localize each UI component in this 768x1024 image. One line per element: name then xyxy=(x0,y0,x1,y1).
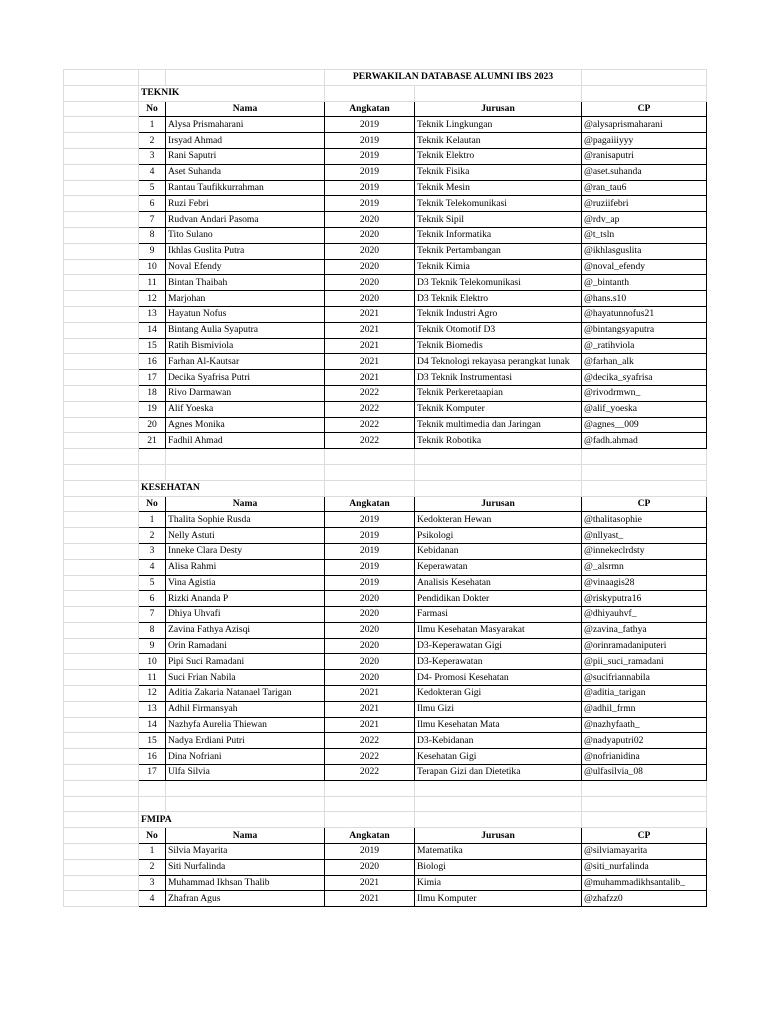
major-cell: Ilmu Kesehatan Masyarakat xyxy=(415,622,582,638)
contact-cell: @farhan_alk xyxy=(582,354,707,370)
batch-year-cell: 2022 xyxy=(325,433,415,449)
row-number-cell: 2 xyxy=(139,859,166,875)
major-cell: Pendidikan Dokter xyxy=(415,591,582,607)
name-cell: Pipi Suci Ramadani xyxy=(166,654,325,670)
name-cell: Irsyad Ahmad xyxy=(166,133,325,149)
table-row xyxy=(64,543,707,559)
table-row xyxy=(64,196,707,212)
row-number-cell: 4 xyxy=(139,559,166,575)
name-cell: Ratih Bismiviola xyxy=(166,338,325,354)
contact-cell: @alif_yoeska xyxy=(582,401,707,417)
major-cell: Teknik Elektro xyxy=(415,148,582,164)
batch-year-cell: 2021 xyxy=(325,701,415,717)
contact-cell: @zhafzz0 xyxy=(582,891,707,907)
table-row xyxy=(64,654,707,670)
column-header-major: Jurusan xyxy=(415,496,582,512)
major-cell: Teknik Robotika xyxy=(415,433,582,449)
batch-year-cell: 2020 xyxy=(325,591,415,607)
table-row xyxy=(64,243,707,259)
major-cell: Teknik multimedia dan Jaringan xyxy=(415,417,582,433)
contact-cell: @vinaagis28 xyxy=(582,575,707,591)
alumni-spreadsheet xyxy=(63,69,707,907)
batch-year-cell: 2019 xyxy=(325,133,415,149)
blank-row xyxy=(64,796,707,812)
name-cell: Rudvan Andari Pasoma xyxy=(166,212,325,228)
major-cell: Ilmu Kesehatan Mata xyxy=(415,717,582,733)
major-cell: D3-Keperawatan Gigi xyxy=(415,638,582,654)
row-number-cell: 5 xyxy=(139,575,166,591)
table-row xyxy=(64,512,707,528)
row-number-cell: 1 xyxy=(139,117,166,133)
major-cell: Teknik Otomotif D3 xyxy=(415,322,582,338)
column-header-name: Nama xyxy=(166,101,325,117)
major-cell: Biologi xyxy=(415,859,582,875)
contact-cell: @_bintanth xyxy=(582,275,707,291)
name-cell: Ikhlas Guslita Putra xyxy=(166,243,325,259)
name-cell: Noval Efendy xyxy=(166,259,325,275)
name-cell: Rantau Taufikkurrahman xyxy=(166,180,325,196)
major-cell: Kesehatan Gigi xyxy=(415,749,582,765)
batch-year-cell: 2022 xyxy=(325,733,415,749)
name-cell: Agnes Monika xyxy=(166,417,325,433)
row-number-cell: 15 xyxy=(139,338,166,354)
batch-year-cell: 2019 xyxy=(325,528,415,544)
batch-year-cell: 2020 xyxy=(325,622,415,638)
contact-cell: @dhiyauhvf_ xyxy=(582,607,707,623)
batch-year-cell: 2021 xyxy=(325,891,415,907)
table-row xyxy=(64,259,707,275)
column-header-contact: CP xyxy=(582,496,707,512)
table-row xyxy=(64,875,707,891)
row-number-cell: 9 xyxy=(139,638,166,654)
name-cell: Hayatun Nofus xyxy=(166,306,325,322)
name-cell: Muhammad Ikhsan Thalib xyxy=(166,875,325,891)
table-row xyxy=(64,686,707,702)
row-number-cell: 18 xyxy=(139,385,166,401)
major-cell: Teknik Kelautan xyxy=(415,133,582,149)
row-number-cell: 11 xyxy=(139,275,166,291)
contact-cell: @decika_syafrisa xyxy=(582,370,707,386)
batch-year-cell: 2020 xyxy=(325,670,415,686)
batch-year-cell: 2019 xyxy=(325,543,415,559)
row-number-cell: 2 xyxy=(139,528,166,544)
table-row xyxy=(64,322,707,338)
batch-year-cell: 2022 xyxy=(325,749,415,765)
table-row xyxy=(64,765,707,781)
name-cell: Inneke Clara Desty xyxy=(166,543,325,559)
row-number-cell: 13 xyxy=(139,306,166,322)
batch-year-cell: 2022 xyxy=(325,765,415,781)
table-row xyxy=(64,306,707,322)
major-cell: D4 Teknologi rekayasa perangkat lunak xyxy=(415,354,582,370)
row-number-cell: 1 xyxy=(139,512,166,528)
batch-year-cell: 2022 xyxy=(325,417,415,433)
name-cell: Dina Nofriani xyxy=(166,749,325,765)
contact-cell: @adhil_frmn xyxy=(582,701,707,717)
table-row xyxy=(64,275,707,291)
table-row xyxy=(64,338,707,354)
name-cell: Bintang Aulia Syaputra xyxy=(166,322,325,338)
contact-cell: @rivodrmwn_ xyxy=(582,385,707,401)
table-row xyxy=(64,670,707,686)
name-cell: Nelly Astuti xyxy=(166,528,325,544)
table-row xyxy=(64,638,707,654)
section-header-row xyxy=(64,812,707,828)
row-number-cell: 8 xyxy=(139,622,166,638)
name-cell: Siti Nurfalinda xyxy=(166,859,325,875)
name-cell: Alif Yoeska xyxy=(166,401,325,417)
section-header-row xyxy=(64,480,707,496)
column-header-major: Jurusan xyxy=(415,101,582,117)
major-cell: Teknik Lingkungan xyxy=(415,117,582,133)
name-cell: Aditia Zakaria Natanael Tarigan xyxy=(166,686,325,702)
table-row xyxy=(64,607,707,623)
section-title: TEKNIK xyxy=(139,85,325,101)
row-number-cell: 1 xyxy=(139,844,166,860)
batch-year-cell: 2020 xyxy=(325,607,415,623)
batch-year-cell: 2021 xyxy=(325,354,415,370)
section-header-row xyxy=(64,85,707,101)
name-cell: Decika Syafrisa Putri xyxy=(166,370,325,386)
row-number-cell: 17 xyxy=(139,370,166,386)
name-cell: Vina Agistia xyxy=(166,575,325,591)
name-cell: Rani Saputri xyxy=(166,148,325,164)
contact-cell: @muhammadikhsantalib_ xyxy=(582,875,707,891)
batch-year-cell: 2021 xyxy=(325,338,415,354)
section-title: KESEHATAN xyxy=(139,480,325,496)
name-cell: Nazhyfa Aurelia Thiewan xyxy=(166,717,325,733)
contact-cell: @_ratihviola xyxy=(582,338,707,354)
column-header-major: Jurusan xyxy=(415,828,582,844)
contact-cell: @nllyast_ xyxy=(582,528,707,544)
table-row xyxy=(64,717,707,733)
table-row xyxy=(64,133,707,149)
batch-year-cell: 2020 xyxy=(325,654,415,670)
name-cell: Tito Sulano xyxy=(166,227,325,243)
row-number-cell: 12 xyxy=(139,291,166,307)
contact-cell: @fadh.ahmad xyxy=(582,433,707,449)
contact-cell: @ranisaputri xyxy=(582,148,707,164)
row-number-cell: 19 xyxy=(139,401,166,417)
table-row xyxy=(64,227,707,243)
table-row xyxy=(64,749,707,765)
column-header-contact: CP xyxy=(582,101,707,117)
row-number-cell: 3 xyxy=(139,543,166,559)
table-row xyxy=(64,401,707,417)
title-row xyxy=(64,70,707,86)
batch-year-cell: 2019 xyxy=(325,512,415,528)
contact-cell: @pagaiiiyyy xyxy=(582,133,707,149)
row-number-cell: 7 xyxy=(139,607,166,623)
batch-year-cell: 2019 xyxy=(325,180,415,196)
batch-year-cell: 2020 xyxy=(325,638,415,654)
batch-year-cell: 2020 xyxy=(325,259,415,275)
column-header-row xyxy=(64,496,707,512)
batch-year-cell: 2019 xyxy=(325,196,415,212)
name-cell: Marjohan xyxy=(166,291,325,307)
row-number-cell: 13 xyxy=(139,701,166,717)
batch-year-cell: 2019 xyxy=(325,164,415,180)
name-cell: Zavina Fathya Azisqi xyxy=(166,622,325,638)
row-number-cell: 2 xyxy=(139,133,166,149)
row-number-cell: 14 xyxy=(139,717,166,733)
blank-row xyxy=(64,780,707,796)
major-cell: D3-Keperawatan xyxy=(415,654,582,670)
contact-cell: @ran_tau6 xyxy=(582,180,707,196)
batch-year-cell: 2020 xyxy=(325,291,415,307)
table-row xyxy=(64,733,707,749)
major-cell: Teknik Perkeretaapian xyxy=(415,385,582,401)
name-cell: Bintan Thaibah xyxy=(166,275,325,291)
name-cell: Dhiya Uhvafi xyxy=(166,607,325,623)
row-number-cell: 15 xyxy=(139,733,166,749)
row-number-cell: 20 xyxy=(139,417,166,433)
major-cell: Kimia xyxy=(415,875,582,891)
column-header-batch-year: Angkatan xyxy=(325,496,415,512)
major-cell: Teknik Komputer xyxy=(415,401,582,417)
table-row xyxy=(64,370,707,386)
name-cell: Zhafran Agus xyxy=(166,891,325,907)
batch-year-cell: 2021 xyxy=(325,322,415,338)
table-row xyxy=(64,354,707,370)
column-header-row xyxy=(64,101,707,117)
major-cell: Ilmu Gizi xyxy=(415,701,582,717)
major-cell: Teknik Informatika xyxy=(415,227,582,243)
major-cell: Teknik Kimia xyxy=(415,259,582,275)
column-header-row-number: No xyxy=(139,828,166,844)
contact-cell: @ruziifebri xyxy=(582,196,707,212)
major-cell: Teknik Fisika xyxy=(415,164,582,180)
name-cell: Nadya Erdiani Putri xyxy=(166,733,325,749)
table-row xyxy=(64,859,707,875)
contact-cell: @riskyputra16 xyxy=(582,591,707,607)
contact-cell: @thalitasophie xyxy=(582,512,707,528)
table-row xyxy=(64,591,707,607)
column-header-name: Nama xyxy=(166,828,325,844)
column-header-batch-year: Angkatan xyxy=(325,101,415,117)
major-cell: Ilmu Komputer xyxy=(415,891,582,907)
major-cell: Terapan Gizi dan Dietetika xyxy=(415,765,582,781)
row-number-cell: 16 xyxy=(139,749,166,765)
contact-cell: @silviamayarita xyxy=(582,844,707,860)
batch-year-cell: 2021 xyxy=(325,686,415,702)
major-cell: Analisis Kesehatan xyxy=(415,575,582,591)
major-cell: Teknik Mesin xyxy=(415,180,582,196)
row-number-cell: 10 xyxy=(139,259,166,275)
major-cell: Kedokteran Gigi xyxy=(415,686,582,702)
major-cell: D3 Teknik Elektro xyxy=(415,291,582,307)
contact-cell: @aditia_tarigan xyxy=(582,686,707,702)
contact-cell: @sucifriannabila xyxy=(582,670,707,686)
contact-cell: @siti_nurfalinda xyxy=(582,859,707,875)
major-cell: Kedokteran Hewan xyxy=(415,512,582,528)
batch-year-cell: 2021 xyxy=(325,875,415,891)
table-row xyxy=(64,433,707,449)
row-number-cell: 12 xyxy=(139,686,166,702)
blank-row xyxy=(64,449,707,465)
name-cell: Alisa Rahmi xyxy=(166,559,325,575)
row-number-cell: 6 xyxy=(139,196,166,212)
major-cell: D3 Teknik Telekomunikasi xyxy=(415,275,582,291)
name-cell: Rivo Darmawan xyxy=(166,385,325,401)
batch-year-cell: 2019 xyxy=(325,559,415,575)
row-number-cell: 4 xyxy=(139,891,166,907)
batch-year-cell: 2022 xyxy=(325,401,415,417)
table-row xyxy=(64,622,707,638)
contact-cell: @agnes__009 xyxy=(582,417,707,433)
row-number-cell: 5 xyxy=(139,180,166,196)
major-cell: Psikologi xyxy=(415,528,582,544)
name-cell: Suci Frian Nabila xyxy=(166,670,325,686)
row-number-cell: 17 xyxy=(139,765,166,781)
table-row xyxy=(64,164,707,180)
column-header-row-number: No xyxy=(139,496,166,512)
name-cell: Aset Suhanda xyxy=(166,164,325,180)
row-number-cell: 6 xyxy=(139,591,166,607)
major-cell: D4- Promosi Kesehatan xyxy=(415,670,582,686)
name-cell: Orin Ramadani xyxy=(166,638,325,654)
contact-cell: @bintangsyaputra xyxy=(582,322,707,338)
column-header-name: Nama xyxy=(166,496,325,512)
row-number-cell: 7 xyxy=(139,212,166,228)
name-cell: Silvia Mayarita xyxy=(166,844,325,860)
table-row xyxy=(64,417,707,433)
batch-year-cell: 2019 xyxy=(325,117,415,133)
contact-cell: @nadyaputri02 xyxy=(582,733,707,749)
row-number-cell: 9 xyxy=(139,243,166,259)
batch-year-cell: 2022 xyxy=(325,385,415,401)
contact-cell: @aset.suhanda xyxy=(582,164,707,180)
batch-year-cell: 2020 xyxy=(325,275,415,291)
contact-cell: @ulfasilvia_08 xyxy=(582,765,707,781)
section-title: FMIPA xyxy=(139,812,325,828)
major-cell: Farmasi xyxy=(415,607,582,623)
name-cell: Alysa Prismaharani xyxy=(166,117,325,133)
batch-year-cell: 2020 xyxy=(325,212,415,228)
major-cell: Matematika xyxy=(415,844,582,860)
major-cell: Teknik Sipil xyxy=(415,212,582,228)
major-cell: Teknik Biomedis xyxy=(415,338,582,354)
row-number-cell: 8 xyxy=(139,227,166,243)
name-cell: Adhil Firmansyah xyxy=(166,701,325,717)
major-cell: Teknik Industri Agro xyxy=(415,306,582,322)
contact-cell: @orinramadaniputeri xyxy=(582,638,707,654)
table-row xyxy=(64,385,707,401)
contact-cell: @rdv_ap xyxy=(582,212,707,228)
row-number-cell: 14 xyxy=(139,322,166,338)
major-cell: D3-Kebidanan xyxy=(415,733,582,749)
column-header-row xyxy=(64,828,707,844)
table-row xyxy=(64,575,707,591)
batch-year-cell: 2021 xyxy=(325,306,415,322)
contact-cell: @t_tsln xyxy=(582,227,707,243)
table-row xyxy=(64,701,707,717)
row-number-cell: 21 xyxy=(139,433,166,449)
name-cell: Fadhil Ahmad xyxy=(166,433,325,449)
contact-cell: @hans.s10 xyxy=(582,291,707,307)
table-row xyxy=(64,180,707,196)
contact-cell: @zavina_fathya xyxy=(582,622,707,638)
table-row xyxy=(64,528,707,544)
name-cell: Ulfa Silvia xyxy=(166,765,325,781)
batch-year-cell: 2020 xyxy=(325,243,415,259)
contact-cell: @_alsrmn xyxy=(582,559,707,575)
batch-year-cell: 2019 xyxy=(325,844,415,860)
table-row xyxy=(64,891,707,907)
batch-year-cell: 2020 xyxy=(325,227,415,243)
batch-year-cell: 2021 xyxy=(325,717,415,733)
column-header-row-number: No xyxy=(139,101,166,117)
batch-year-cell: 2020 xyxy=(325,859,415,875)
name-cell: Rizki Ananda P xyxy=(166,591,325,607)
name-cell: Thalita Sophie Rusda xyxy=(166,512,325,528)
batch-year-cell: 2021 xyxy=(325,370,415,386)
major-cell: Teknik Pertambangan xyxy=(415,243,582,259)
batch-year-cell: 2019 xyxy=(325,575,415,591)
major-cell: Keperawatan xyxy=(415,559,582,575)
column-header-batch-year: Angkatan xyxy=(325,828,415,844)
major-cell: Kebidanan xyxy=(415,543,582,559)
table-row xyxy=(64,117,707,133)
row-number-cell: 3 xyxy=(139,875,166,891)
row-number-cell: 11 xyxy=(139,670,166,686)
table-row xyxy=(64,212,707,228)
batch-year-cell: 2019 xyxy=(325,148,415,164)
name-cell: Farhan Al-Kautsar xyxy=(166,354,325,370)
row-number-cell: 16 xyxy=(139,354,166,370)
table-row xyxy=(64,291,707,307)
row-number-cell: 10 xyxy=(139,654,166,670)
row-number-cell: 3 xyxy=(139,148,166,164)
contact-cell: @innekeclrdsty xyxy=(582,543,707,559)
contact-cell: @pii_suci_ramadani xyxy=(582,654,707,670)
contact-cell: @nazhyfaath_ xyxy=(582,717,707,733)
name-cell: Ruzi Febri xyxy=(166,196,325,212)
contact-cell: @alysaprismaharani xyxy=(582,117,707,133)
contact-cell: @hayatunnofus21 xyxy=(582,306,707,322)
row-number-cell: 4 xyxy=(139,164,166,180)
table-row xyxy=(64,844,707,860)
contact-cell: @ikhlasguslita xyxy=(582,243,707,259)
major-cell: D3 Teknik Instrumentasi xyxy=(415,370,582,386)
table-row xyxy=(64,148,707,164)
blank-row xyxy=(64,464,707,480)
table-row xyxy=(64,559,707,575)
contact-cell: @nofrianidina xyxy=(582,749,707,765)
column-header-contact: CP xyxy=(582,828,707,844)
contact-cell: @noval_efendy xyxy=(582,259,707,275)
sheet-title: PERWAKILAN DATABASE ALUMNI IBS 2023 xyxy=(325,70,582,86)
major-cell: Teknik Telekomunikasi xyxy=(415,196,582,212)
